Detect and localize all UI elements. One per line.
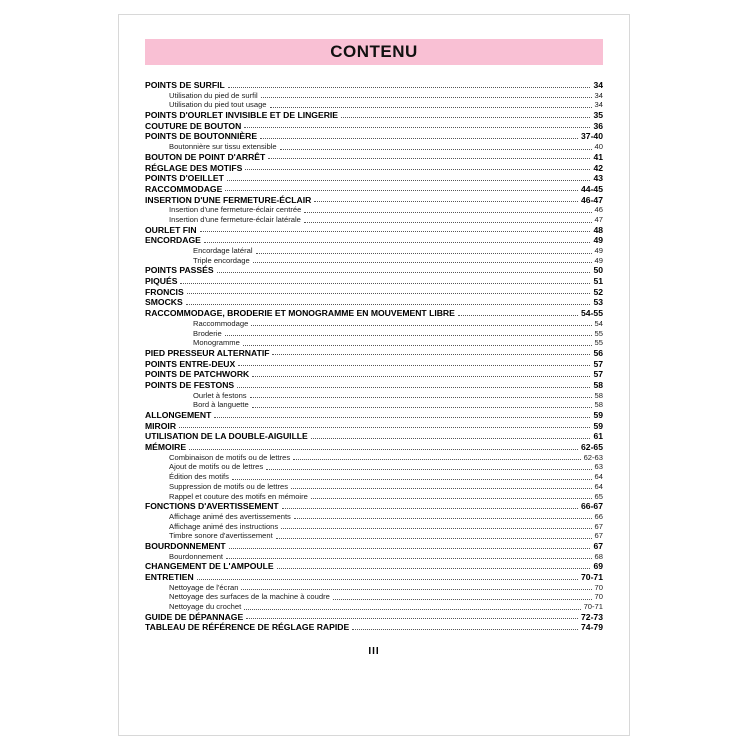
toc-entry[interactable] [145,422,603,431]
toc-entry-label: POINTS PASSÉS [145,265,214,276]
toc-entry-label: GUIDE DE DÉPANNAGE [145,611,244,622]
toc-entry-page: 49 [594,255,603,265]
toc-entry-page: 36 [593,120,603,131]
toc-entry-page: 67 [593,540,603,551]
toc-entry-page: 67 [594,531,603,541]
toc-entry-page: 55 [594,338,603,348]
toc-entry-page: 70 [594,582,603,592]
toc-leader-dots [197,578,578,580]
toc-entry-label: Encordage latéral [193,246,253,255]
toc-leader-dots [226,557,592,559]
toc-entry-label: BOURDONNEMENT [145,540,226,551]
toc-entry[interactable] [145,277,603,286]
toc-leader-dots [311,437,591,439]
toc-leader-dots [314,200,578,202]
toc-entry-page: 59 [593,410,603,420]
toc-leader-dots [458,314,578,316]
toc-leader-dots [333,598,592,600]
toc-entry[interactable] [145,132,603,141]
toc-entry-label: Bourdonnement [169,551,224,561]
toc-entry-label: Ourlet à festons [193,390,247,400]
toc-entry-page: 64 [594,472,603,482]
toc-leader-dots [253,261,592,263]
toc-leader-dots [246,617,578,619]
toc-entry-page: 66 [594,511,603,521]
toc-entry-page: 34 [594,100,603,110]
toc-entry[interactable] [145,339,603,347]
toc-entry-page: 54-55 [581,308,603,319]
toc-leader-dots [256,252,592,254]
toc-entry-label: Ajout de motifs ou de lettres [169,462,264,472]
toc-entry-label: Nettoyage de l'écran [169,582,239,592]
toc-entry-page: 65 [594,491,603,501]
toc-entry[interactable] [145,473,603,481]
toc-entry-page: 68 [594,551,603,561]
toc-entry-page: 66-67 [581,501,603,512]
toc-entry[interactable] [145,623,603,632]
toc-entry-label: Utilisation du pied tout usage [169,100,267,110]
toc-entry[interactable] [145,153,603,162]
toc-entry-label: FONCTIONS D'AVERTISSEMENT [145,501,279,512]
toc-entry[interactable] [145,381,603,390]
toc-entry-page: 52 [593,286,603,297]
toc-entry-label: Rappel et couture des motifs en mémoire [169,491,308,501]
toc-entry-label: ALLONGEMENT [145,410,212,420]
toc-leader-dots [250,396,592,398]
toc-leader-dots [282,507,578,509]
toc-entry[interactable] [145,330,603,338]
toc-entry-label: RÉGLAGE DES MOTIFS [145,162,243,173]
toc-entry-page: 70-71 [583,602,603,612]
toc-leader-dots [228,86,591,88]
toc-leader-dots [252,406,592,408]
toc-entry-label: ENCORDAGE [145,235,201,246]
toc-leader-dots [217,271,591,273]
toc-entry-label: INSERTION D'UNE FERMETURE-ÉCLAIR [145,194,312,205]
toc-entry-page: 51 [593,276,603,287]
toc-entry-page: 57 [593,369,603,380]
toc-leader-dots [294,517,592,519]
toc-entry[interactable] [145,122,603,131]
toc-leader-dots [225,334,592,336]
toc-entry-label: COUTURE DE BOUTON [145,120,242,131]
toc-entry-label: Nettoyage du crochet [169,602,242,612]
toc-entry-page: 62-65 [581,442,603,453]
toc-leader-dots [280,148,592,150]
toc-leader-dots [272,353,590,355]
toc-entry[interactable] [145,247,603,255]
toc-entry-label: POINTS DE SURFIL [145,80,225,90]
toc-entry[interactable] [145,584,603,592]
toc-entry-label: POINTS D'OEILLET [145,173,224,184]
toc-entry[interactable] [145,523,603,531]
toc-entry-page: 58 [594,390,603,400]
toc-entry-page: 62-63 [583,452,603,462]
toc-entry-label: Timbre sonore d'avertissement [169,531,273,541]
toc-entry-label: Édition des motifs [169,472,229,482]
toc-leader-dots [244,126,590,128]
toc-entry-page: 48 [593,224,603,235]
toc-entry-label: Insertion d'une fermeture-éclair latérale [169,214,301,224]
toc-entry[interactable] [145,513,603,521]
toc-entry-page: 34 [594,90,603,100]
toc-entry-page: 63 [594,462,603,472]
toc-entry-page: 42 [593,162,603,173]
toc-entry[interactable] [145,432,603,441]
toc-leader-dots [241,588,591,590]
toc-entry[interactable] [145,411,603,420]
toc-leader-dots [261,96,592,98]
toc-entry-page: 50 [593,265,603,276]
toc-entry-label: UTILISATION DE LA DOUBLE-AIGUILLE [145,431,308,442]
toc-entry-page: 67 [594,521,603,531]
toc-entry-label: RACCOMMODAGE, BRODERIE ET MONOGRAMME EN MOUVEMENT LIBRE [145,308,455,319]
toc-entry-page: 46-47 [581,194,603,205]
toc-entry-label: POINTS DE PATCHWORK [145,369,250,380]
toc-entry-page: 74-79 [581,622,603,633]
toc-entry-page: 58 [593,379,603,390]
toc-entry[interactable] [145,493,603,501]
toc-entry[interactable] [145,349,603,358]
toc-entry-page: 69 [593,561,603,572]
toc-entry-label: MÉMOIRE [145,442,187,453]
toc-leader-dots [187,292,591,294]
page-title: CONTENU [330,42,418,61]
toc-entry[interactable] [145,236,603,245]
toc-leader-dots [277,567,591,569]
toc-leader-dots [270,106,592,108]
toc-entry[interactable] [145,81,603,90]
toc-entry-label: POINTS D'OURLET INVISIBLE ET DE LINGERIE [145,110,339,121]
toc-entry-label: ENTRETIEN [145,572,194,582]
toc-entry[interactable] [145,111,603,120]
toc-entry-page: 49 [594,246,603,255]
toc-entry-label: FRONCIS [145,286,184,297]
toc-entry-label: RACCOMMODAGE [145,183,223,194]
toc-entry[interactable] [145,463,603,471]
toc-entry-page: 49 [593,235,603,246]
toc-entry[interactable] [145,542,603,551]
toc-entry-label: CHANGEMENT DE L'AMPOULE [145,561,274,572]
toc-entry-page: 56 [593,347,603,358]
toc-entry[interactable] [145,370,603,379]
toc-entry-page: 72-73 [581,611,603,622]
toc-entry-label: Combinaison de motifs ou de lettres [169,452,291,462]
toc-entry-label: PIQUÉS [145,276,178,287]
toc-entry[interactable] [145,613,603,622]
toc-entry[interactable] [145,143,603,151]
toc-entry[interactable] [145,288,603,297]
toc-leader-dots [304,221,592,223]
toc-entry[interactable] [145,593,603,601]
toc-leader-dots [204,241,591,243]
toc-entry-label: Boutonnière sur tissu extensible [169,142,277,152]
toc-leader-dots [237,386,590,388]
toc-entry[interactable] [145,532,603,540]
toc-entry-label: Raccommodage [193,318,249,328]
toc-entry[interactable] [145,226,603,235]
toc-entry[interactable] [145,309,603,318]
toc-entry[interactable] [145,196,603,205]
toc-entry-page: 34 [593,80,603,90]
toc-entry[interactable] [145,257,603,265]
toc-leader-dots [238,364,590,366]
toc-entry-page: 40 [594,142,603,152]
toc-leader-dots [266,468,591,470]
toc-leader-dots [229,547,591,549]
toc-entry-label: PIED PRESSEUR ALTERNATIF [145,347,270,358]
toc-entry-label: BOUTON DE POINT D'ARRÊT [145,151,266,162]
toc-entry-page: 54 [594,318,603,328]
toc-leader-dots [244,608,580,610]
toc-entry[interactable] [145,216,603,224]
toc-leader-dots [252,375,590,377]
table-of-contents [145,81,603,632]
manual-page [118,14,630,736]
toc-entry-page: 46 [594,205,603,215]
toc-entry-label: Affichage animé des instructions [169,521,279,531]
page-number: III [368,646,380,658]
toc-entry-label: Utilisation du pied de surfil [169,90,258,100]
toc-entry-label: OURLET FIN [145,224,197,235]
toc-entry[interactable] [145,454,603,462]
toc-leader-dots [281,527,591,529]
toc-entry[interactable] [145,92,603,100]
toc-entry[interactable] [145,185,603,194]
toc-entry-page: 55 [594,328,603,338]
toc-entry-label: Monogramme [193,338,240,348]
toc-leader-dots [268,157,590,159]
toc-leader-dots [232,478,592,480]
toc-leader-dots [291,487,592,489]
toc-entry-label: SMOCKS [145,297,183,308]
toc-leader-dots [311,497,592,499]
toc-entry[interactable] [145,320,603,328]
toc-leader-dots [179,426,590,428]
toc-entry-label: POINTS DE FESTONS [145,379,235,390]
toc-leader-dots [227,179,591,181]
toc-leader-dots [304,211,591,213]
toc-entry-page: 41 [593,151,603,162]
toc-entry-label: POINTS ENTRE-DEUX [145,358,236,369]
toc-entry-label: Nettoyage des surfaces de la machine à coudre [169,592,330,602]
toc-entry-page: 57 [593,358,603,369]
toc-entry[interactable] [145,553,603,561]
toc-entry-label: Triple encordage [193,255,250,265]
toc-entry[interactable] [145,174,603,183]
toc-entry-page: 37-40 [581,131,603,142]
toc-entry[interactable] [145,443,603,452]
toc-entry-label: Broderie [193,328,222,338]
toc-leader-dots [214,416,590,418]
toc-leader-dots [200,230,591,232]
toc-entry-label: Affichage animé des avertissements [169,511,291,521]
toc-entry-page: 53 [593,297,603,308]
toc-entry[interactable] [145,401,603,409]
toc-leader-dots [180,282,590,284]
toc-entry-label: Bord à languette [193,400,249,410]
toc-entry[interactable] [145,392,603,400]
toc-entry-page: 64 [594,481,603,491]
toc-entry-page: 47 [594,214,603,224]
toc-entry[interactable] [145,266,603,275]
toc-leader-dots [251,324,591,326]
toc-entry-page: 35 [593,110,603,121]
toc-entry[interactable] [145,502,603,511]
toc-leader-dots [293,458,580,460]
toc-leader-dots [352,628,578,630]
toc-entry-label: MIROIR [145,420,177,431]
toc-entry[interactable] [145,360,603,369]
toc-entry-page: 58 [594,400,603,410]
toc-leader-dots [186,303,591,305]
toc-entry[interactable] [145,483,603,491]
toc-entry-page: 70 [594,592,603,602]
toc-leader-dots [225,189,578,191]
toc-entry-label: POINTS DE BOUTONNIÈRE [145,131,258,142]
toc-leader-dots [260,137,578,139]
toc-entry[interactable] [145,562,603,571]
toc-leader-dots [245,168,590,170]
toc-leader-dots [341,116,590,118]
toc-entry-page: 44-45 [581,183,603,194]
toc-entry[interactable] [145,101,603,109]
toc-entry-label: Insertion d'une fermeture-éclair centrée [169,205,302,215]
toc-entry-page: 61 [593,431,603,442]
toc-entry-page: 59 [593,420,603,431]
toc-entry-label: TABLEAU DE RÉFÉRENCE DE RÉGLAGE RAPIDE [145,622,350,633]
toc-entry[interactable] [145,206,603,214]
toc-leader-dots [189,448,578,450]
toc-entry[interactable] [145,298,603,307]
toc-entry-label: Suppression de motifs ou de lettres [169,481,289,491]
toc-entry[interactable] [145,164,603,173]
toc-leader-dots [276,537,592,539]
toc-leader-dots [243,344,592,346]
toc-entry[interactable] [145,603,603,611]
toc-entry-page: 70-71 [581,572,603,582]
toc-entry[interactable] [145,573,603,582]
toc-entry-page: 43 [593,173,603,184]
contents-title-banner [145,39,603,65]
